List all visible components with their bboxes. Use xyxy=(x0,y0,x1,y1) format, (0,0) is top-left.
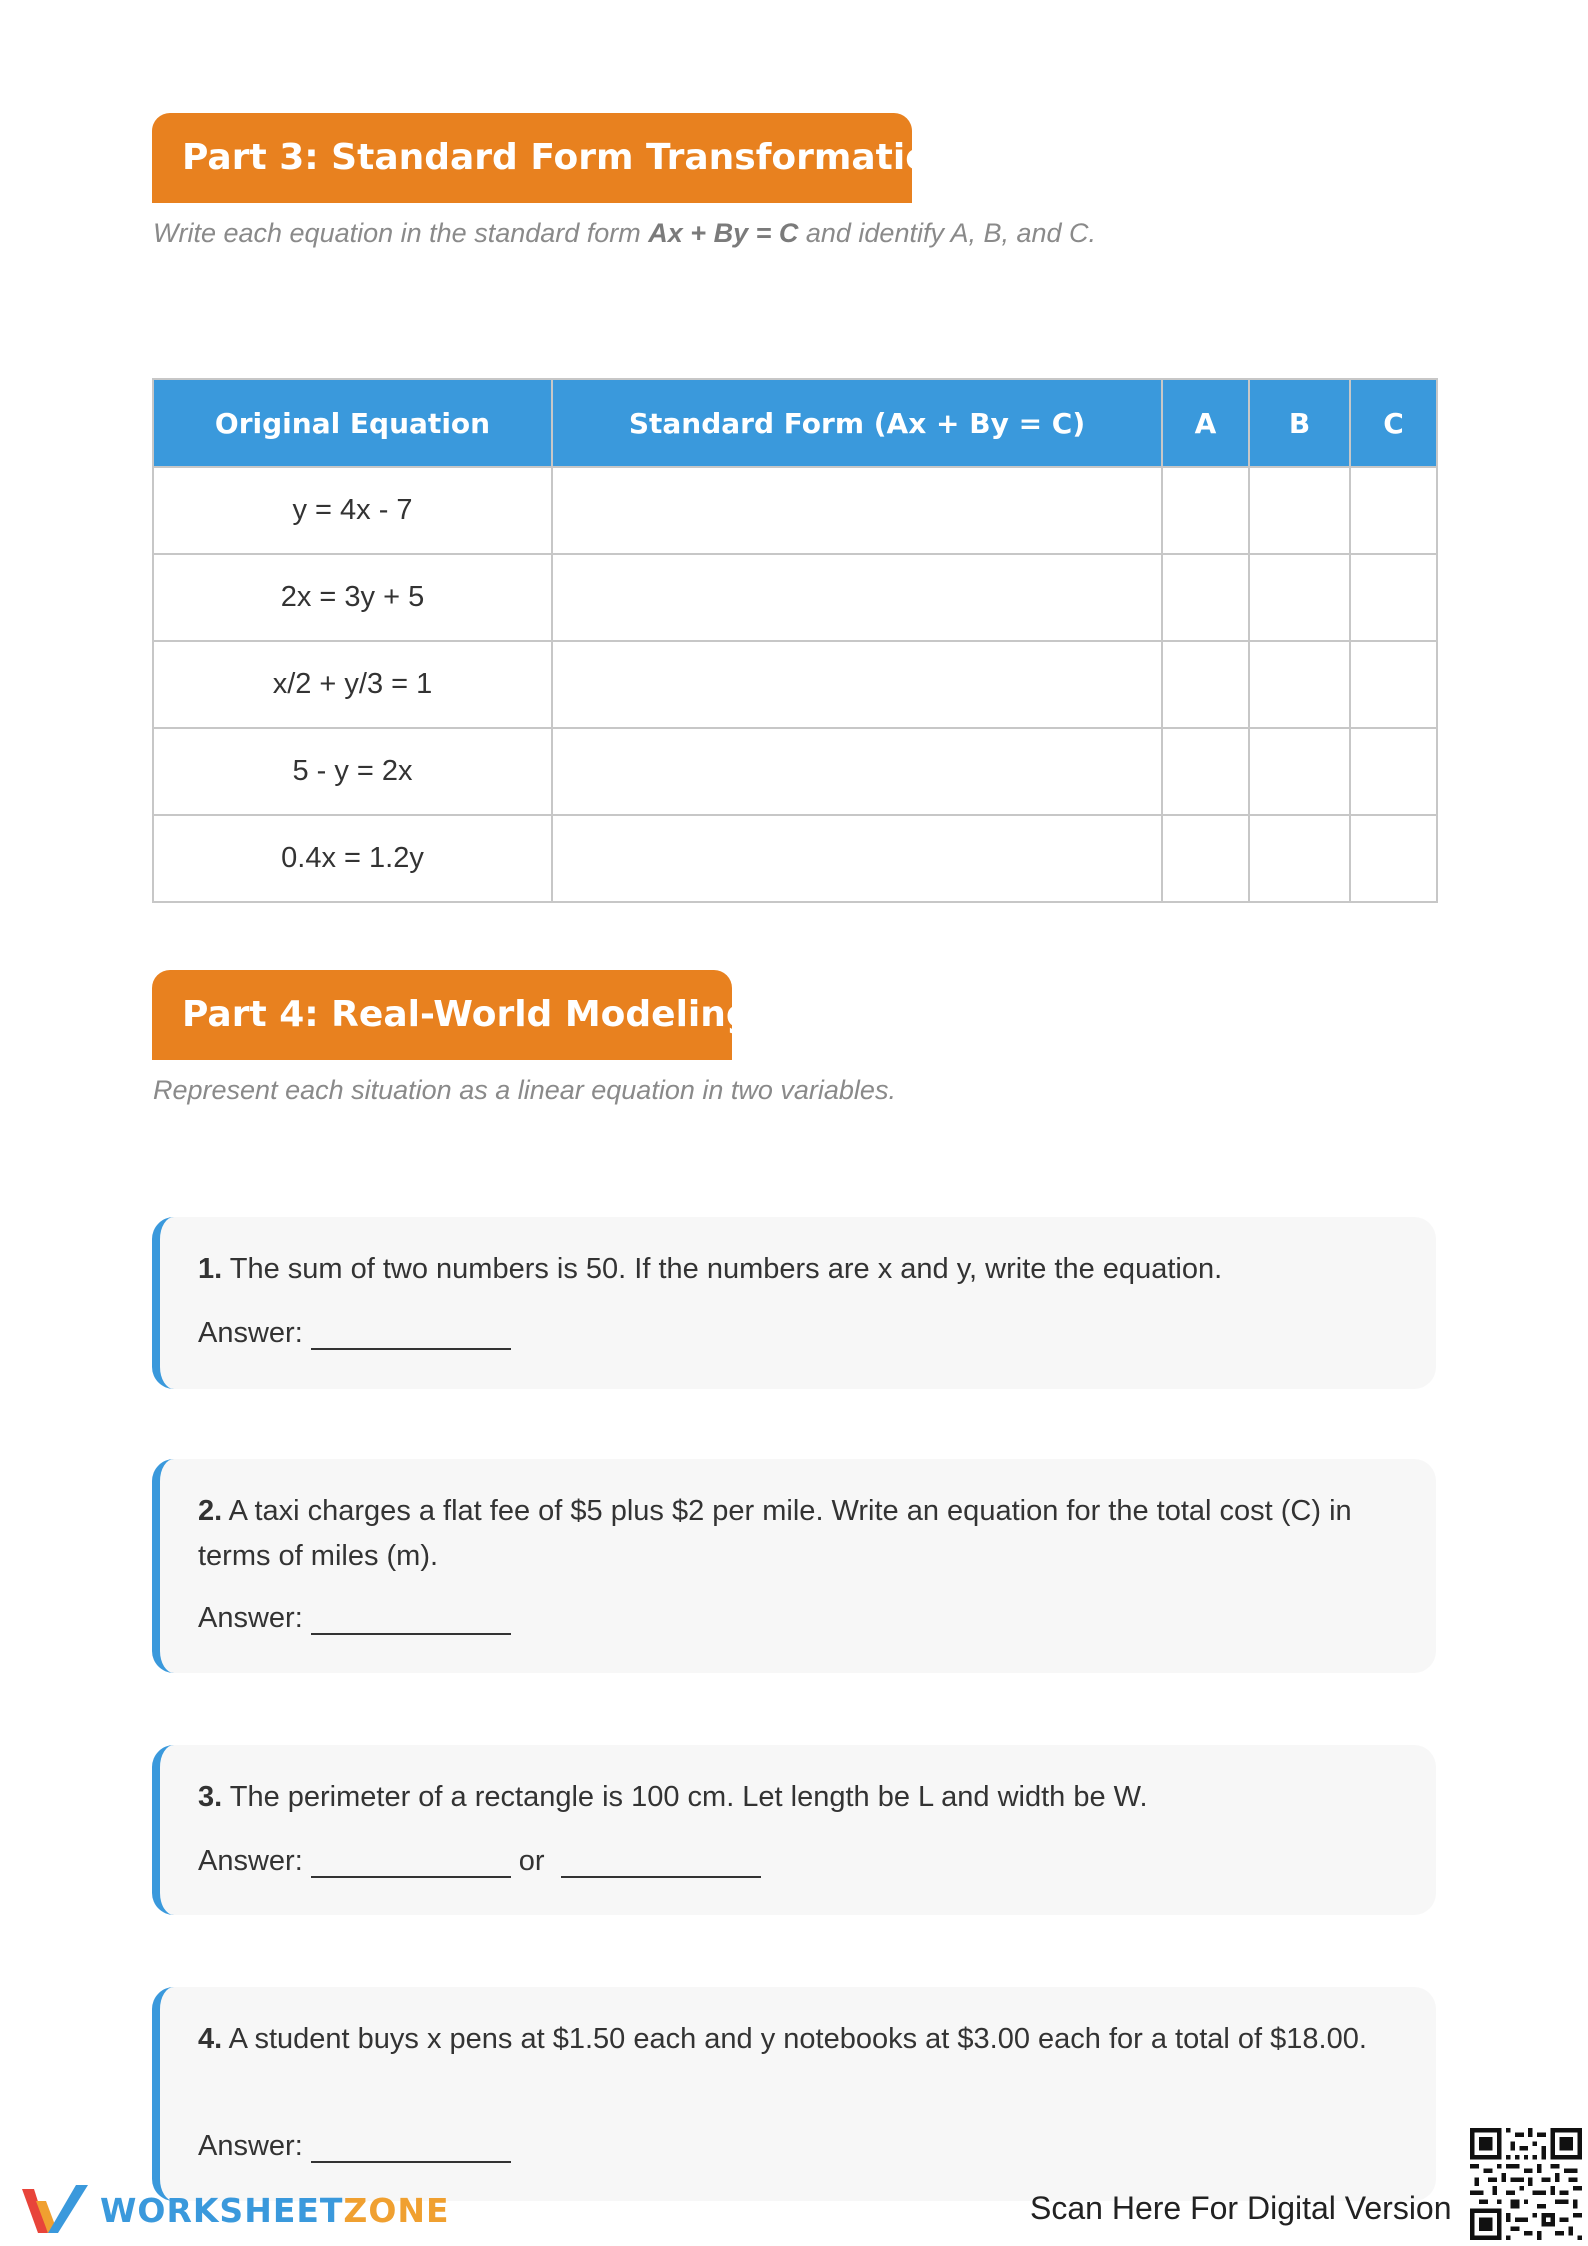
part3-header xyxy=(152,113,956,203)
c-answer-cell[interactable] xyxy=(1350,728,1437,815)
worksheetzone-logo-icon xyxy=(18,2181,94,2239)
question-body: The sum of two numbers is 50. If the numbers are x and y, write the equation. xyxy=(229,1253,1223,1285)
question-body: A student buys x pens at $1.50 each and y notebooks at $3.00 each for a total of $18.00. xyxy=(228,2023,1367,2055)
a-answer-cell[interactable] xyxy=(1162,641,1249,728)
c-answer-cell[interactable] xyxy=(1350,554,1437,641)
standard-form-answer-cell[interactable] xyxy=(552,467,1162,554)
answer-label: Answer: xyxy=(198,2130,303,2162)
logo-text-zone: ZONE xyxy=(343,2190,450,2230)
standard-form-answer-cell[interactable] xyxy=(552,815,1162,902)
a-answer-cell[interactable] xyxy=(1162,728,1249,815)
table-header-row xyxy=(153,379,1437,467)
question-card-2 xyxy=(152,1459,1436,1673)
header-a: A xyxy=(1162,379,1249,467)
question-text-4 xyxy=(198,2017,1376,2062)
c-answer-cell[interactable] xyxy=(1350,815,1437,902)
table-row xyxy=(153,728,1437,815)
answer-blank[interactable] xyxy=(311,1320,511,1350)
a-answer-cell[interactable] xyxy=(1162,467,1249,554)
question-body: A taxi charges a flat fee of $5 plus $2 per mile. Write an equation for the total cost (C) in terms of miles (m). xyxy=(198,1495,1352,1572)
part4-title: Part 4: Real-World Modeling xyxy=(182,994,752,1035)
table-row xyxy=(153,641,1437,728)
question-text-3 xyxy=(198,1775,1376,1820)
question-card-4 xyxy=(152,1987,1436,2201)
answer-blank[interactable] xyxy=(311,2133,511,2163)
part3-instruction xyxy=(153,218,1096,249)
answer-row-2 xyxy=(198,1602,511,1635)
c-answer-cell[interactable] xyxy=(1350,467,1437,554)
header-c: C xyxy=(1350,379,1437,467)
standard-form-table xyxy=(152,378,1438,903)
scan-instruction: Scan Here For Digital Version xyxy=(1030,2190,1452,2226)
question-text-1 xyxy=(198,1247,1376,1292)
question-number: 3. xyxy=(198,1781,223,1813)
question-text-2 xyxy=(198,1489,1376,1579)
answer-row-1 xyxy=(198,1317,511,1350)
header-b: B xyxy=(1249,379,1350,467)
question-card-1 xyxy=(152,1217,1436,1389)
table-row xyxy=(153,467,1437,554)
answer-label: Answer: xyxy=(198,1317,303,1349)
original-equation-cell: 5 - y = 2x xyxy=(153,728,552,815)
answer-label: Answer: xyxy=(198,1602,303,1634)
table-row xyxy=(153,815,1437,902)
table-row xyxy=(153,554,1437,641)
answer-blank-2[interactable] xyxy=(561,1848,761,1878)
standard-form-answer-cell[interactable] xyxy=(552,728,1162,815)
answer-row-3 xyxy=(198,1845,761,1878)
answer-blank[interactable] xyxy=(311,1848,511,1878)
header-original-equation: Original Equation xyxy=(153,379,552,467)
question-number: 1. xyxy=(198,1253,223,1285)
b-answer-cell[interactable] xyxy=(1249,728,1350,815)
c-answer-cell[interactable] xyxy=(1350,641,1437,728)
b-answer-cell[interactable] xyxy=(1249,815,1350,902)
b-answer-cell[interactable] xyxy=(1249,467,1350,554)
a-answer-cell[interactable] xyxy=(1162,815,1249,902)
question-card-3 xyxy=(152,1745,1436,1915)
b-answer-cell[interactable] xyxy=(1249,641,1350,728)
qr-code-icon[interactable] xyxy=(1470,2128,1582,2240)
b-answer-cell[interactable] xyxy=(1249,554,1350,641)
header-standard-form: Standard Form (Ax + By = C) xyxy=(552,379,1162,467)
part3-title: Part 3: Standard Form Transformation xyxy=(182,137,956,178)
a-answer-cell[interactable] xyxy=(1162,554,1249,641)
part3-instruction-post: and identify A, B, and C. xyxy=(798,218,1097,248)
original-equation-cell: x/2 + y/3 = 1 xyxy=(153,641,552,728)
part3-instruction-formula: Ax + By = C xyxy=(648,218,799,248)
standard-form-answer-cell[interactable] xyxy=(552,554,1162,641)
question-number: 2. xyxy=(198,1495,223,1527)
part4-instruction: Represent each situation as a linear equation in two variables. xyxy=(153,1075,896,1105)
logo-text-worksheet: WORKSHEET xyxy=(100,2190,344,2230)
answer-label: Answer: xyxy=(198,1845,303,1877)
original-equation-cell: y = 4x - 7 xyxy=(153,467,552,554)
worksheetzone-logo[interactable] xyxy=(18,2180,450,2240)
original-equation-cell: 2x = 3y + 5 xyxy=(153,554,552,641)
original-equation-cell: 0.4x = 1.2y xyxy=(153,815,552,902)
question-body: The perimeter of a rectangle is 100 cm. Let length be L and width be W. xyxy=(229,1781,1148,1813)
standard-form-answer-cell[interactable] xyxy=(552,641,1162,728)
part3-instruction-pre: Write each equation in the standard form xyxy=(153,218,649,248)
question-number: 4. xyxy=(198,2023,223,2055)
answer-row-4 xyxy=(198,2130,511,2163)
logo-text xyxy=(100,2191,450,2230)
or-label: or xyxy=(518,1845,545,1877)
part4-header xyxy=(152,970,752,1060)
answer-blank[interactable] xyxy=(311,1605,511,1635)
